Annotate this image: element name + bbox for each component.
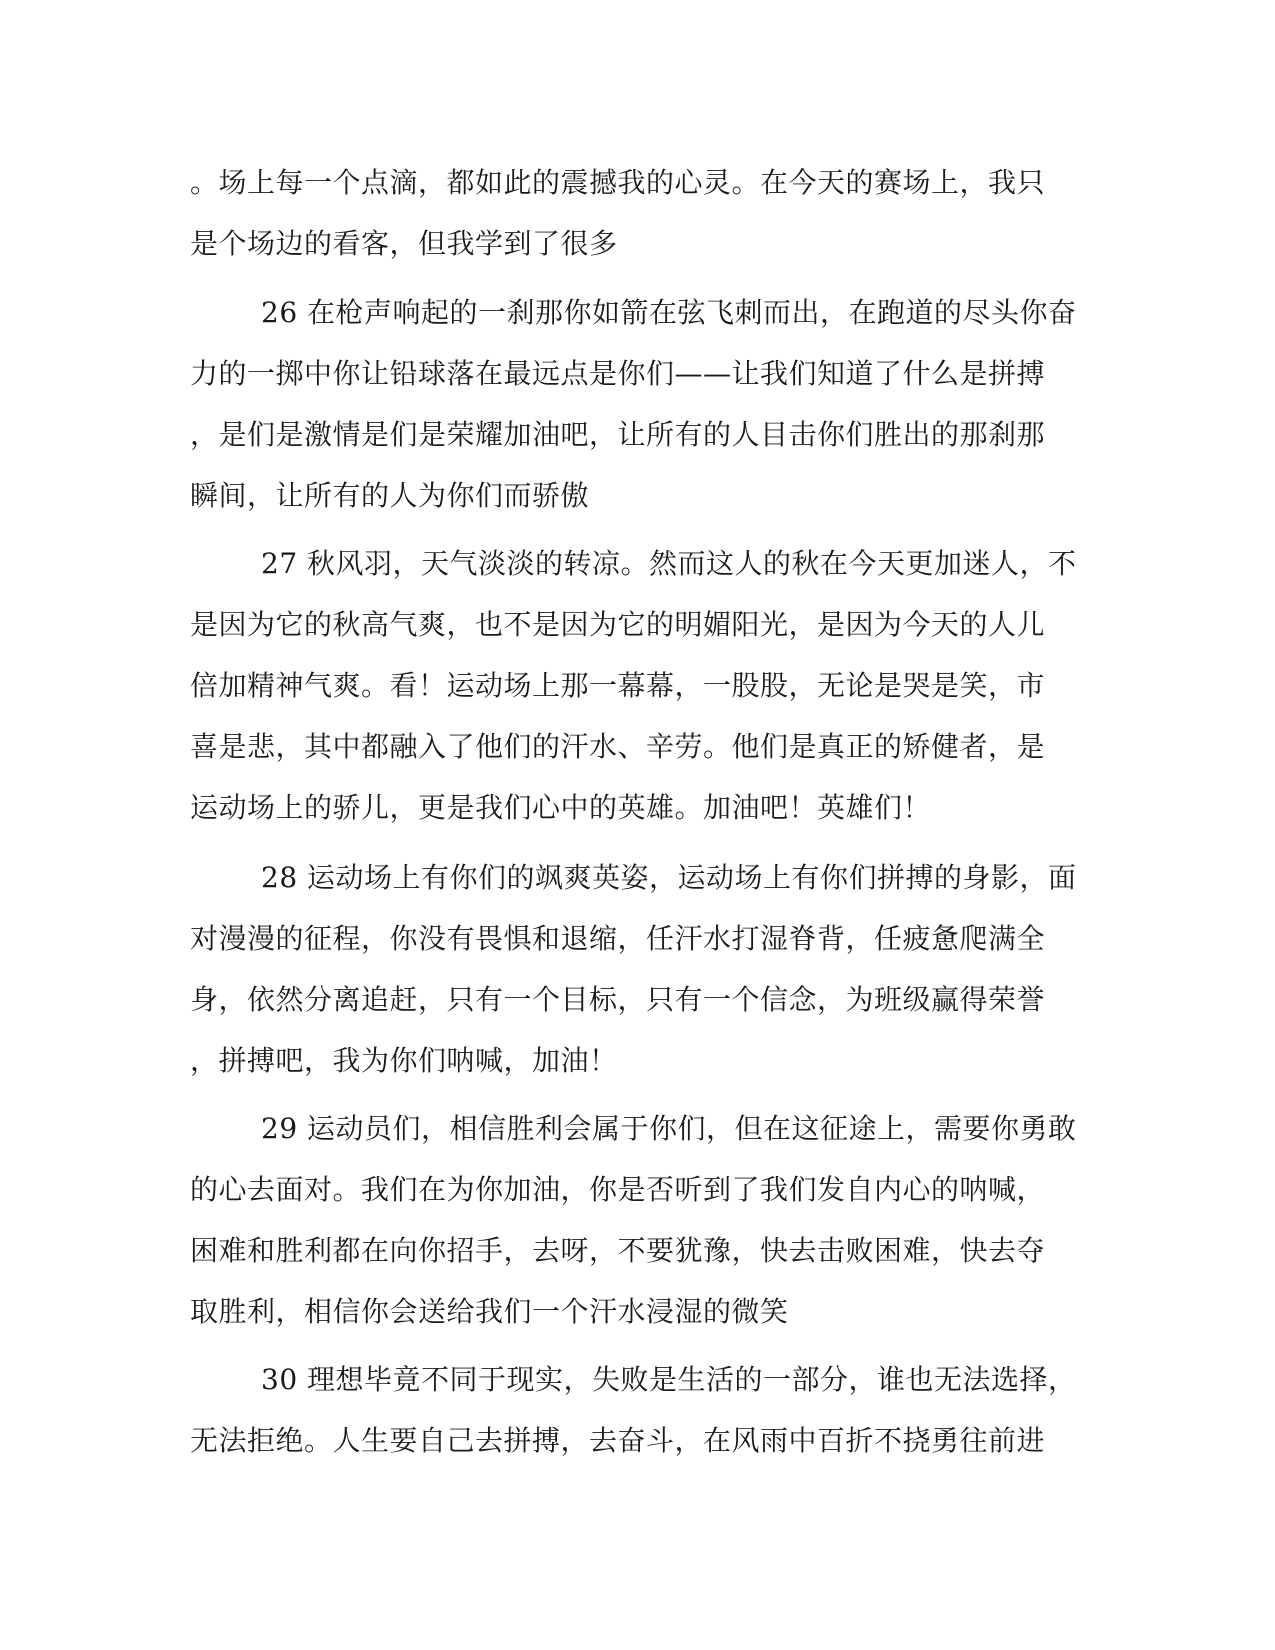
paragraph-26-start: 26 在枪声响起的一刹那你如箭在弦飞刺而出，在跑道的尽头你奋 [261, 296, 1077, 329]
paragraph-28-start: 28 运动场上有你们的飒爽英姿，运动场上有你们拼搏的身影，面 [261, 861, 1077, 894]
text-line: 对漫漫的征程，你没有畏惧和退缩，任汗水打湿脊背，任疲惫爬满全 [190, 922, 1046, 955]
text-line: 无法拒绝。人生要自己去拼搏，去奋斗，在风雨中百折不挠勇往前进 [190, 1424, 1046, 1457]
text-line: 取胜利，相信你会送给我们一个汗水浸湿的微笑 [190, 1295, 789, 1328]
text-line: 是因为它的秋高气爽，也不是因为它的明媚阳光，是因为今天的人儿 [190, 608, 1046, 641]
text-line: 倍加精神气爽。看！运动场上那一幕幕，一股股，无论是哭是笑，市 [190, 669, 1046, 702]
paragraph-27-start: 27 秋风羽，天气淡淡的转凉。然而这人的秋在今天更加迷人，不 [261, 547, 1077, 580]
paragraph-29-start: 29 运动员们，相信胜利会属于你们，但在这征途上，需要你勇敢 [261, 1112, 1077, 1145]
text-line: 力的一掷中你让铅球落在最远点是你们——让我们知道了什么是拼搏 [190, 357, 1046, 390]
paragraph-30-start: 30 理想毕竟不同于现实，失败是生活的一部分，谁也无法选择， [261, 1363, 1077, 1396]
text-line: ，拼搏吧，我为你们呐喊，加油！ [190, 1044, 618, 1077]
text-line: ，是们是激情是们是荣耀加油吧，让所有的人目击你们胜出的那刹那 [190, 418, 1046, 451]
text-line: 的心去面对。我们在为你加油，你是否听到了我们发自内心的呐喊， [190, 1173, 1046, 1206]
text-line: 困难和胜利都在向你招手，去呀，不要犹豫，快去击败困难，快去夺 [190, 1234, 1046, 1267]
text-line: 身，依然分离追赶，只有一个目标，只有一个信念，为班级赢得荣誉 [190, 983, 1046, 1016]
text-line: 瞬间，让所有的人为你们而骄傲 [190, 479, 590, 512]
text-line: 喜是悲，其中都融入了他们的汗水、辛劳。他们是真正的矫健者，是 [190, 730, 1046, 763]
text-line: 运动场上的骄儿，更是我们心中的英雄。加油吧！英雄们！ [190, 791, 932, 824]
text-line: 是个场边的看客，但我学到了很多 [190, 227, 618, 260]
text-line: 。场上每一个点滴，都如此的震撼我的心灵。在今天的赛场上，我只 [190, 166, 1046, 199]
